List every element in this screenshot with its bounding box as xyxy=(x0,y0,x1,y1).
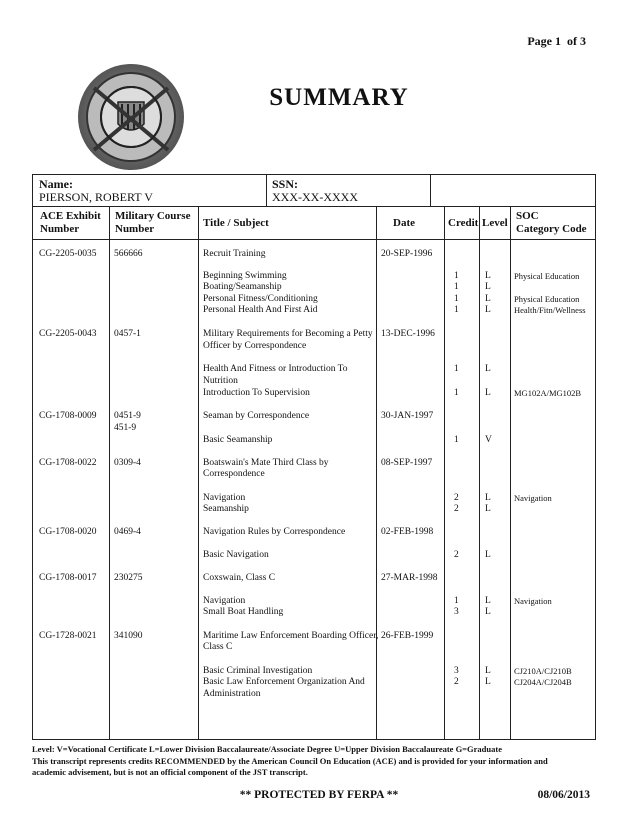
cell-soc: Physical Education xyxy=(514,271,580,281)
print-date: 08/06/2013 xyxy=(537,789,590,801)
cell-title: Officer by Correspondence xyxy=(203,341,307,351)
ssn-cell xyxy=(266,175,430,206)
cell-title: Boating/Seamanship xyxy=(203,282,282,292)
cell-title: Navigation Rules by Correspondence xyxy=(203,527,346,537)
cell-soc: Physical Education xyxy=(514,294,580,304)
cell-title: Military Requirements for Becoming a Petty xyxy=(203,329,373,339)
cell-soc: Navigation xyxy=(514,596,552,606)
cell-title: Class C xyxy=(203,642,233,652)
cell-mil: 0469-4 xyxy=(114,527,141,537)
cell-mil: 0451-9 xyxy=(114,411,141,421)
cell-mil: 451-9 xyxy=(114,423,137,433)
cell-title: Navigation xyxy=(203,493,246,503)
name-value: PIERSON, ROBERT V xyxy=(39,190,153,204)
cell-credit: 1 xyxy=(454,435,459,445)
cell-soc: Health/Fitn/Wellness xyxy=(514,305,586,315)
cell-mil: 341090 xyxy=(114,631,143,641)
cell-ace: CG-2205-0043 xyxy=(39,329,97,339)
cell-soc: CJ210A/CJ210B xyxy=(514,666,572,676)
cell-title: Basic Criminal Investigation xyxy=(203,666,313,676)
cell-credit: 3 xyxy=(454,666,459,676)
cell-date: 20-SEP-1996 xyxy=(381,249,433,259)
cell-credit: 3 xyxy=(454,607,459,617)
cell-title: Seaman by Correspondence xyxy=(203,411,310,421)
cell-ace: CG-1708-0017 xyxy=(39,573,97,583)
cell-title: Seamanship xyxy=(203,504,249,514)
name-label: Name: xyxy=(39,177,73,191)
cell-level: L xyxy=(485,607,491,617)
cell-date: 02-FEB-1998 xyxy=(381,527,434,537)
cell-mil: 230275 xyxy=(114,573,143,583)
ferpa-notice: ** PROTECTED BY FERPA ** xyxy=(239,789,399,801)
cell-credit: 1 xyxy=(454,364,459,374)
page-number: Page 1 of 3 xyxy=(527,34,586,48)
cell-credit: 1 xyxy=(454,294,459,304)
student-info-row xyxy=(33,175,595,207)
cell-soc: CJ204A/CJ204B xyxy=(514,677,572,687)
cell-level: L xyxy=(485,677,491,687)
col-ace-exhibit: ACE Exhibit Number xyxy=(40,210,101,235)
cell-mil: 0309-4 xyxy=(114,458,141,468)
cell-title: Basic Navigation xyxy=(203,550,269,560)
cell-ace: CG-2205-0035 xyxy=(39,249,97,259)
cell-credit: 2 xyxy=(454,504,459,514)
cell-title: Coxswain, Class C xyxy=(203,573,276,583)
cell-title: Nutrition xyxy=(203,376,238,386)
cell-ace: CG-1728-0021 xyxy=(39,631,97,641)
cell-credit: 2 xyxy=(454,550,459,560)
cell-soc: MG102A/MG102B xyxy=(514,388,582,398)
cell-credit: 1 xyxy=(454,271,459,281)
cell-level: L xyxy=(485,364,491,374)
cell-title: Maritime Law Enforcement Boarding Officer, xyxy=(203,631,379,641)
cell-level: L xyxy=(485,294,491,304)
cell-title: Health And Fitness or Introduction To xyxy=(203,364,348,374)
cell-title: Navigation xyxy=(203,596,246,606)
cell-title: Basic Seamanship xyxy=(203,435,273,445)
legend-note xyxy=(32,744,592,779)
cell-credit: 1 xyxy=(454,282,459,292)
cell-credit: 2 xyxy=(454,677,459,687)
disclaimer-line-2: academic advisement, but is not an official component of the JST transcript. xyxy=(32,767,308,777)
col-title-subject: Title / Subject xyxy=(203,217,269,229)
cell-level: L xyxy=(485,493,491,503)
cell-title: Personal Fitness/Conditioning xyxy=(203,294,318,304)
level-legend: Level: V=Vocational Certificate L=Lower Division Baccalaureate/Associate Degree U=Upper Division Baccalaureate G=Graduate xyxy=(32,744,502,754)
cell-level: V xyxy=(485,435,492,445)
cell-title: Beginning Swimming xyxy=(203,271,287,281)
cell-level: L xyxy=(485,596,491,606)
cell-level: L xyxy=(485,271,491,281)
col-credit: Credit xyxy=(448,217,479,229)
cell-level: L xyxy=(485,282,491,292)
cell-level: L xyxy=(485,504,491,514)
cell-title: Small Boat Handling xyxy=(203,607,284,617)
cell-soc: Navigation xyxy=(514,493,552,503)
col-military-course: Military Course Number xyxy=(115,210,191,235)
cell-credit: 1 xyxy=(454,388,459,398)
cell-title: Boatswain's Mate Third Class by xyxy=(203,458,329,468)
cell-date: 13-DEC-1996 xyxy=(381,329,435,339)
summary-table xyxy=(32,174,596,740)
cell-ace: CG-1708-0009 xyxy=(39,411,97,421)
cell-level: L xyxy=(485,388,491,398)
cell-credit: 2 xyxy=(454,493,459,503)
cell-title: Basic Law Enforcement Organization And xyxy=(203,677,365,687)
page-title: SUMMARY xyxy=(269,84,409,111)
col-soc-category: SOC Category Code xyxy=(516,210,587,235)
cell-title: Administration xyxy=(203,689,261,699)
cell-mil: 566666 xyxy=(114,249,143,259)
cell-title: Correspondence xyxy=(203,469,265,479)
disclaimer-line-1: This transcript represents credits RECOMMENDED by the American Council On Education (ACE) and is provided for your information and xyxy=(32,755,548,766)
cell-mil: 0457-1 xyxy=(114,329,141,339)
cell-title: Personal Health And First Aid xyxy=(203,305,318,315)
cell-level: L xyxy=(485,666,491,676)
cell-date: 26-FEB-1999 xyxy=(381,631,434,641)
coast-guard-seal-logo xyxy=(76,62,186,172)
cell-title: Introduction To Supervision xyxy=(203,388,310,398)
col-date: Date xyxy=(393,217,415,229)
cell-level: L xyxy=(485,550,491,560)
cell-date: 08-SEP-1997 xyxy=(381,458,433,468)
ssn-label: SSN: xyxy=(272,177,299,191)
cell-level: L xyxy=(485,305,491,315)
cell-credit: 1 xyxy=(454,305,459,315)
col-level: Level xyxy=(482,217,508,229)
cell-date: 27-MAR-1998 xyxy=(381,573,438,583)
cell-credit: 1 xyxy=(454,596,459,606)
cell-date: 30-JAN-1997 xyxy=(381,411,434,421)
cell-ace: CG-1708-0020 xyxy=(39,527,97,537)
cell-title: Recruit Training xyxy=(203,249,266,259)
cell-ace: CG-1708-0022 xyxy=(39,458,97,468)
ssn-value: XXX-XX-XXXX xyxy=(272,190,358,204)
name-cell xyxy=(33,175,266,206)
